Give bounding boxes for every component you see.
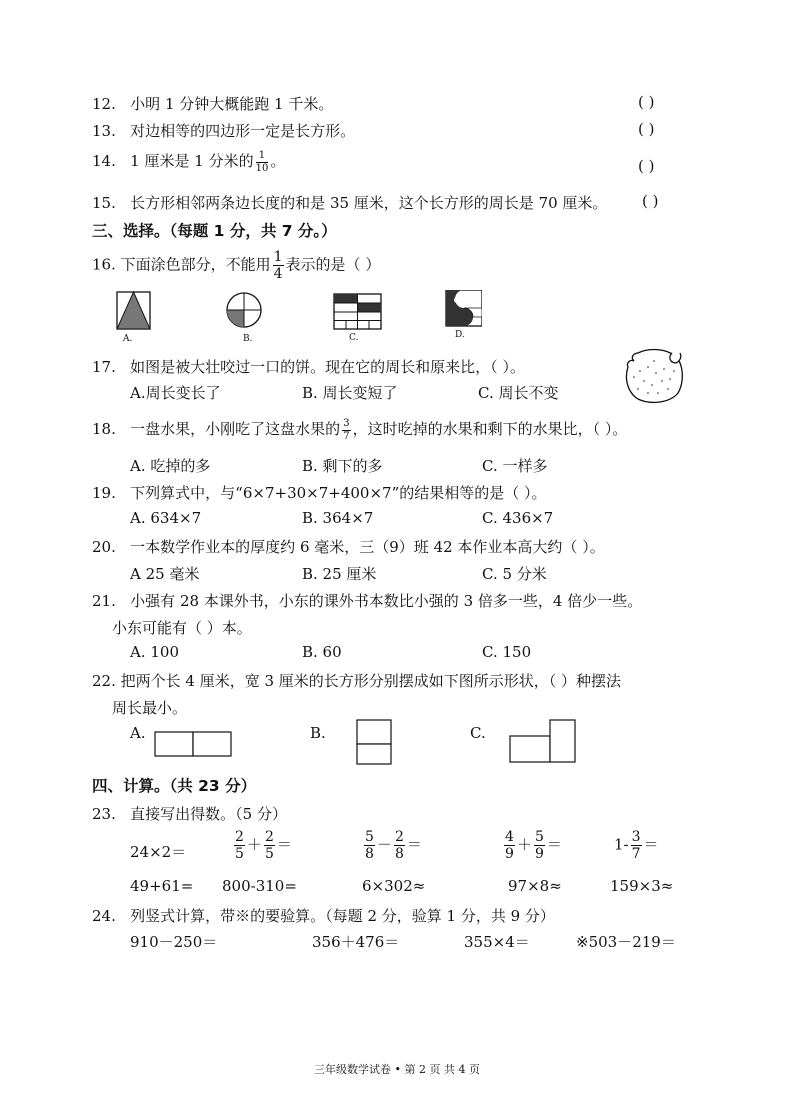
- section-3-title: 三、选择。（每题 1 分，共 7 分。）: [92, 222, 337, 240]
- q21-option-a[interactable]: A. 100: [130, 643, 179, 661]
- q18-fraction: $\frac{3}{7}$: [343, 417, 350, 442]
- q16-label-c: C.: [349, 333, 359, 343]
- q16-figures: [112, 290, 482, 346]
- q22-label-c: C.: [470, 724, 486, 742]
- q21-option-c[interactable]: C. 150: [482, 643, 532, 661]
- bitten-cake-icon: [620, 345, 688, 407]
- q23-text: 直接写出得数。（5 分）: [130, 805, 287, 823]
- q23-item-1: 24×2＝: [130, 843, 187, 861]
- q17-number: 17.: [92, 358, 116, 376]
- figure-a-triangle[interactable]: [117, 292, 150, 329]
- q18-text: 一盘水果，小刚吃了这盘水果的: [130, 420, 341, 438]
- q21-text: 小强有 28 本课外书，小东的课外书本数比小强的 3 倍多一些，4 倍少一些。: [130, 592, 643, 610]
- q19-option-b[interactable]: B. 364×7: [302, 509, 374, 527]
- q12-text: 小明 1 分钟大概能跑 1 千米。: [130, 95, 334, 113]
- q17-option-a[interactable]: A.周长变长了: [130, 384, 221, 402]
- q18-number: 18.: [92, 420, 116, 438]
- q24-text: 列竖式计算，带※的要验算。（每题 2 分，验算 1 分，共 9 分）: [130, 907, 555, 925]
- q23-item-6: 49+61=: [130, 877, 194, 895]
- q20-text: 一本数学作业本的厚度约 6 毫米，三（9）班 42 本作业本高大约（ ）。: [130, 538, 605, 556]
- figure-b-circle[interactable]: [227, 293, 261, 327]
- q18-option-a[interactable]: A. 吃掉的多: [130, 457, 211, 475]
- q15-answer-paren[interactable]: ( ): [642, 192, 659, 210]
- q23-item-7: 800-310=: [222, 877, 297, 895]
- q18-option-c[interactable]: C. 一样多: [482, 457, 548, 475]
- q23-item-3: $\frac{5}{8}$ － $\frac{2}{8}$ ＝: [365, 829, 422, 862]
- q14-fraction: $\frac{1}{10}$: [255, 149, 269, 174]
- figure-c-grid[interactable]: [334, 294, 381, 329]
- q23-item-9: 97×8≈: [508, 877, 562, 895]
- q16-text: 16. 下面涂色部分，不能用: [92, 255, 271, 274]
- q14-number: 14.: [92, 152, 116, 170]
- q14: 14. 1 厘米是 1 分米的 $\frac{1}{10}$ 。: [92, 149, 286, 174]
- q17: [92, 356, 525, 377]
- q12-answer-paren[interactable]: ( ): [638, 93, 655, 111]
- q19-option-a[interactable]: A. 634×7: [130, 509, 202, 527]
- q16-label-b: B.: [243, 334, 253, 344]
- q24-item-3: 355×4＝: [464, 933, 530, 951]
- q13-number: 13.: [92, 122, 116, 140]
- q22-label-a: A.: [130, 724, 146, 742]
- figure-d-swirl[interactable]: [446, 290, 482, 326]
- q19: [92, 482, 547, 503]
- q24-item-2: 356＋476＝: [312, 933, 400, 951]
- q20-option-a[interactable]: A 25 毫米: [130, 565, 200, 583]
- q17-option-c[interactable]: C. 周长不变: [478, 384, 559, 402]
- q23: [92, 803, 287, 824]
- q16: 16. 下面涂色部分，不能用 $\frac{1}{4}$ 表示的是（ ）: [92, 249, 381, 282]
- q15-number: 15.: [92, 194, 116, 212]
- q23-item-2: $\frac{2}{5}$ ＋ $\frac{2}{5}$ ＝: [235, 829, 292, 862]
- q22-figure-a[interactable]: [155, 732, 231, 756]
- q21-option-b[interactable]: B. 60: [302, 643, 342, 661]
- q22-figure-b[interactable]: [357, 720, 391, 764]
- q24: [92, 905, 555, 926]
- q12-number: 12.: [92, 95, 116, 113]
- q24-item-4: ※503－219＝: [576, 933, 676, 951]
- q14-answer-paren[interactable]: ( ): [638, 157, 655, 175]
- q19-number: 19.: [92, 484, 116, 502]
- q21: [92, 590, 642, 611]
- q22-figure-c[interactable]: [510, 720, 575, 762]
- q18: 18. 一盘水果，小刚吃了这盘水果的 $\frac{3}{7}$ ，这时吃掉的水果和剩下的水果比，（ ）。: [92, 417, 628, 442]
- q23-item-10: 159×3≈: [610, 877, 674, 895]
- q22-text-line2: 周长最小。: [112, 699, 188, 717]
- q20-option-c[interactable]: C. 5 分米: [482, 565, 547, 583]
- q16-label-d: D.: [455, 330, 465, 340]
- q22-figures: [150, 716, 590, 766]
- q20-number: 20.: [92, 538, 116, 556]
- q13: [92, 120, 355, 141]
- q16-label-a: A.: [123, 334, 133, 344]
- q17-text: 如图是被大壮咬过一口的饼。现在它的周长和原来比，（ ）。: [130, 358, 525, 376]
- q19-text: 下列算式中，与“6×7+30×7+400×7”的结果相等的是（ ）。: [130, 484, 547, 502]
- q24-item-1: 910－250＝: [130, 933, 218, 951]
- page-footer: 三年级数学试卷 • 第 2 页 共 4 页: [314, 1063, 480, 1076]
- q15: [92, 192, 607, 213]
- q23-item-4: $\frac{4}{9}$ ＋ $\frac{5}{9}$ ＝: [505, 829, 562, 862]
- q20-option-b[interactable]: B. 25 厘米: [302, 565, 377, 583]
- q22: 22. 把两个长 4 厘米，宽 3 厘米的长方形分别摆成如下图所示形状，（ ）种摆法: [92, 672, 622, 690]
- q15-text: 长方形相邻两条边长度的和是 35 厘米，这个长方形的周长是 70 厘米。: [130, 194, 608, 212]
- q17-option-b[interactable]: B. 周长变短了: [302, 384, 398, 402]
- q24-number: 24.: [92, 907, 116, 925]
- q23-number: 23.: [92, 805, 116, 823]
- q16-fraction: $\frac{1}{4}$: [273, 249, 283, 282]
- q18-option-b[interactable]: B. 剩下的多: [302, 457, 383, 475]
- q13-text: 对边相等的四边形一定是长方形。: [130, 122, 356, 140]
- q19-option-c[interactable]: C. 436×7: [482, 509, 554, 527]
- q23-item-5: 1- $\frac{3}{7}$ ＝: [614, 829, 659, 862]
- q23-item-8: 6×302≈: [362, 877, 426, 895]
- q21-number: 21.: [92, 592, 116, 610]
- q14-text: 1 厘米是 1 分米的: [130, 152, 254, 170]
- q22-label-b: B.: [310, 724, 326, 742]
- q20: [92, 536, 605, 557]
- q21-text-line2: 小东可能有（ ）本。: [112, 619, 252, 637]
- section-4-title: 四、计算。（共 23 分）: [92, 777, 257, 795]
- q13-answer-paren[interactable]: ( ): [638, 120, 655, 138]
- q12: [92, 93, 333, 114]
